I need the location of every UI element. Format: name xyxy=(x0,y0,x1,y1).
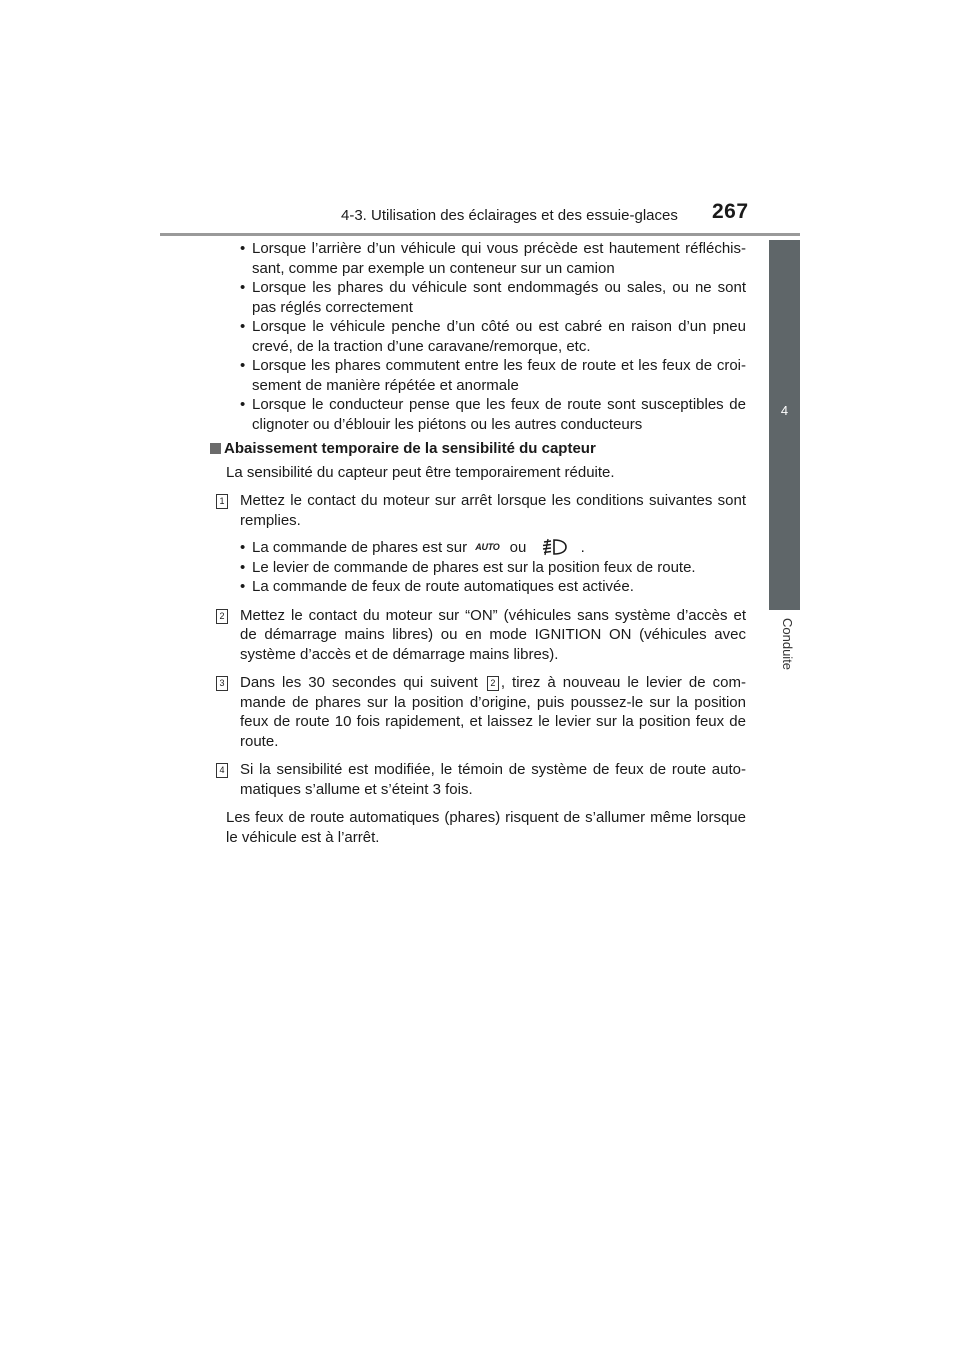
list-item: • Lorsque les phares du véhicule sont endommagés ou sales, ou ne sont pas réglés correctement xyxy=(210,278,746,317)
header-divider xyxy=(160,233,800,236)
list-item: • Lorsque le véhicule penche d’un côté ou est cabré en raison d’un pneu crevé, de la traction d’une caravane/remorque, etc. xyxy=(210,317,746,356)
limitations-list xyxy=(210,239,746,434)
step-1 xyxy=(210,491,746,530)
list-item: • Le levier de commande de phares est sur la position feux de route. xyxy=(210,558,746,578)
page-number: 267 xyxy=(712,200,749,223)
chapter-number: 4 xyxy=(780,403,789,418)
step-number: 1 xyxy=(216,494,228,509)
list-item: • Lorsque l’arrière d’un véhicule qui vous précède est hautement réfléchis-sant, comme par exemple un conteneur sur un camion xyxy=(210,239,746,278)
condition-text: La commande de phares est sur xyxy=(252,539,468,556)
step-text: Dans les 30 secondes qui suivent xyxy=(240,674,478,691)
section-intro: La sensibilité du capteur peut être temporairement réduite. xyxy=(226,463,615,481)
square-bullet-icon xyxy=(210,443,221,454)
step-text: Si la sensibilité est modifiée, le témoin de système de feux de route auto-matiques s’allume et s’éteint 3 fois. xyxy=(240,761,746,798)
step-number: 2 xyxy=(216,609,228,624)
step-text: Mettez le contact du moteur sur arrêt lorsque les conditions suivantes sont remplies. xyxy=(240,492,746,529)
step-3 xyxy=(210,673,746,751)
chapter-tab xyxy=(769,240,800,610)
section-heading-text: Abaissement temporaire de la sensibilité du capteur xyxy=(224,440,596,457)
or-word: ou xyxy=(509,539,527,556)
closing-note: Les feux de route automatiques (phares) risquent de s’allumer même lorsque le véhicule est à l’arrêt. xyxy=(226,809,746,846)
list-item: • La commande de feux de route automatiques est activée. xyxy=(210,577,746,597)
step-2 xyxy=(210,606,746,665)
auto-icon: AUTO xyxy=(475,542,500,552)
chapter-label: Conduite xyxy=(780,618,795,671)
period: . xyxy=(580,539,585,556)
list-item: • Lorsque les phares commutent entre les feux de route et les feux de croi-sement de manière répétée et anormale xyxy=(210,356,746,395)
step-number: 3 xyxy=(216,676,228,691)
conditions-list xyxy=(210,538,746,597)
list-item xyxy=(210,538,746,558)
step-4 xyxy=(210,760,746,799)
section-heading xyxy=(210,439,746,459)
headlight-beam-icon xyxy=(542,538,568,556)
section-title: 4-3. Utilisation des éclairages et des essuie-glaces xyxy=(341,207,678,224)
list-item: • Lorsque le conducteur pense que les feux de route sont susceptibles de clignoter ou d’éblouir les piétons ou les autres conducteurs xyxy=(210,395,746,434)
step-text: , tirez à nouveau le levier de com-mande de phares sur la position d’origine, puis poussez-le sur la position feux de route 10 fois rapidement, et laissez le levier sur la position feux de route. xyxy=(240,674,746,750)
step-text: Mettez le contact du moteur sur “ON” (véhicules sans système d’accès et de démarrage mains libres) ou en mode IGNITION ON (véhicules avec système d’accès et de démarrage mains libres). xyxy=(240,606,746,663)
step-reference: 2 xyxy=(487,676,499,691)
step-number: 4 xyxy=(216,763,228,778)
page-content xyxy=(210,239,746,847)
